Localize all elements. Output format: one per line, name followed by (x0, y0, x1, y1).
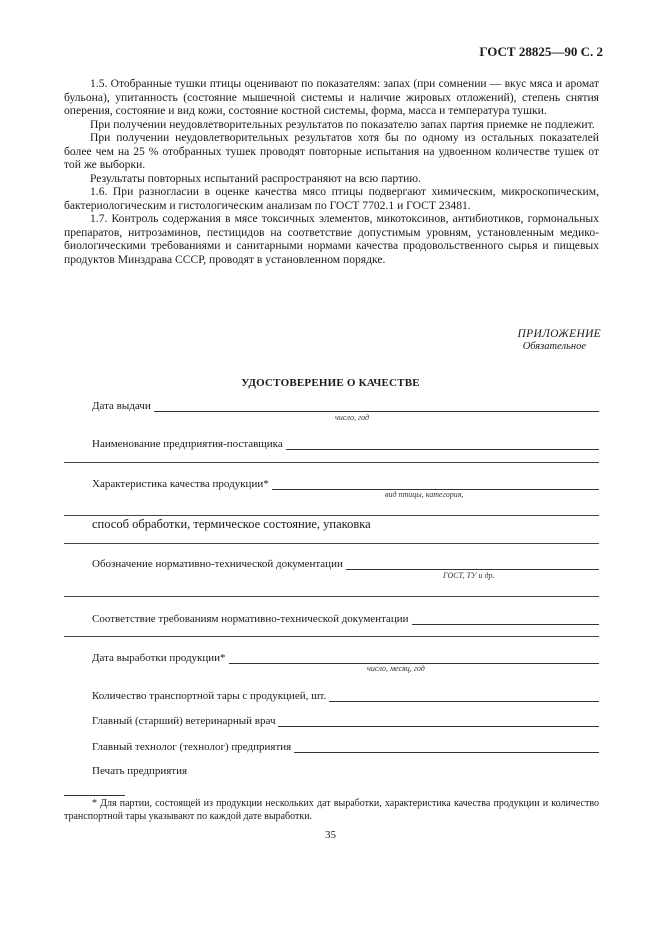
paragraph-results: Результаты повторных испытаний распространяют на всю партию. (90, 171, 421, 185)
supplier-label: Наименование предприятия-поставщика (92, 438, 283, 450)
paragraph-retest: При получении неудовлетворительных результатов хотя бы по одному из остальных показателей более чем на 25 % отобранных тушек проводят повторные испытания на удвоенном количестве тушек от той же выборки. (64, 131, 599, 171)
ntd-hint: ГОСТ, ТУ и др. (443, 571, 495, 580)
page-header: ГОСТ 28825—90 С. 2 (479, 44, 603, 59)
technologist-field[interactable] (92, 739, 599, 753)
supplier-line[interactable] (286, 438, 599, 450)
quality-hint: вид птицы, категория, (385, 490, 464, 499)
paragraph-1-6: 1.6. При разногласии в оценке качества мясо птицы подвергают химическим, микроскопическим, бактериологическим и гистологическим анализам по ГОСТ 7702.1 и ГОСТ 23481. (64, 185, 599, 212)
paragraph-smell: При получении неудовлетворительных результатов по показателю запах партия приемке не подлежит. (90, 117, 595, 131)
quality-line[interactable] (272, 478, 599, 490)
supplier-field[interactable] (92, 436, 599, 450)
issue-date-hint: число, год (335, 413, 370, 422)
quality-field[interactable] (92, 476, 599, 490)
compliance-line-2[interactable] (64, 636, 599, 637)
compliance-label: Соответствие требованиям нормативно-технической документации (92, 613, 409, 625)
technologist-line[interactable] (294, 741, 599, 753)
compliance-field[interactable] (92, 611, 599, 625)
processing-text: способ обработки, термическое состояние, упаковка (92, 517, 371, 531)
footnote: * Для партии, состоящей из продукции нескольких дат выработки, характеристика качества продукции и количество транспортной тары указывают по каждой дате выработки. (64, 798, 599, 822)
vet-line[interactable] (278, 715, 599, 727)
body-text (64, 77, 599, 266)
appendix-title: ПРИЛОЖЕНИЕ (517, 328, 601, 340)
containers-field[interactable] (92, 688, 599, 702)
ntd-line[interactable] (346, 558, 599, 570)
appendix-subtitle: Обязательное (522, 341, 586, 352)
issue-date-line[interactable] (154, 400, 599, 412)
footnote-divider (64, 795, 125, 796)
production-date-field[interactable] (92, 650, 599, 664)
ntd-line-2[interactable] (64, 596, 599, 597)
ntd-field[interactable] (92, 556, 599, 570)
compliance-line[interactable] (412, 613, 599, 625)
vet-field[interactable] (92, 713, 599, 727)
page-number: 35 (325, 829, 336, 841)
quality-label: Характеристика качества продукции* (92, 478, 269, 490)
issue-date-field[interactable] (92, 398, 599, 412)
certificate-title: УДОСТОВЕРЕНИЕ О КАЧЕСТВЕ (241, 377, 420, 389)
containers-label: Количество транспортной тары с продукцией, шт. (92, 690, 327, 702)
paragraph-1-5: 1.5. Отобранные тушки птицы оценивают по показателям: запах (при сомнении — вкус мяса и аромат бульона), упитанность (состояние мышечной системы и наличие жировых отложений), степень снятия оперения, состояние и вид кожи, состояние костной системы, форма, масса и температура тушки. (64, 77, 599, 117)
processing-line[interactable] (64, 543, 599, 544)
supplier-line-2[interactable] (64, 462, 599, 463)
vet-label: Главный (старший) ветеринарный врач (92, 715, 276, 727)
ntd-label: Обозначение нормативно-технической документации (92, 558, 343, 570)
issue-date-label: Дата выдачи (92, 400, 151, 412)
quality-line-2[interactable] (64, 515, 599, 516)
stamp-label: Печать предприятия (92, 765, 188, 777)
production-date-label: Дата выработки продукции* (92, 652, 226, 664)
containers-line[interactable] (329, 690, 599, 702)
production-date-line[interactable] (229, 652, 599, 664)
technologist-label: Главный технолог (технолог) предприятия (92, 741, 292, 753)
production-date-hint: число, месяц, год (367, 664, 425, 673)
paragraph-1-7: 1.7. Контроль содержания в мясе токсичных элементов, микотоксинов, антибиотиков, гормональных препаратов, нитрозаминов, пестицидов на соответствие допустимым уровням, установленным медико-биологическими требованиями и санитарными нормами качества продовольственного сырья и пищевых продуктов Минздрава СССР, проводят в установленном порядке. (64, 212, 599, 266)
